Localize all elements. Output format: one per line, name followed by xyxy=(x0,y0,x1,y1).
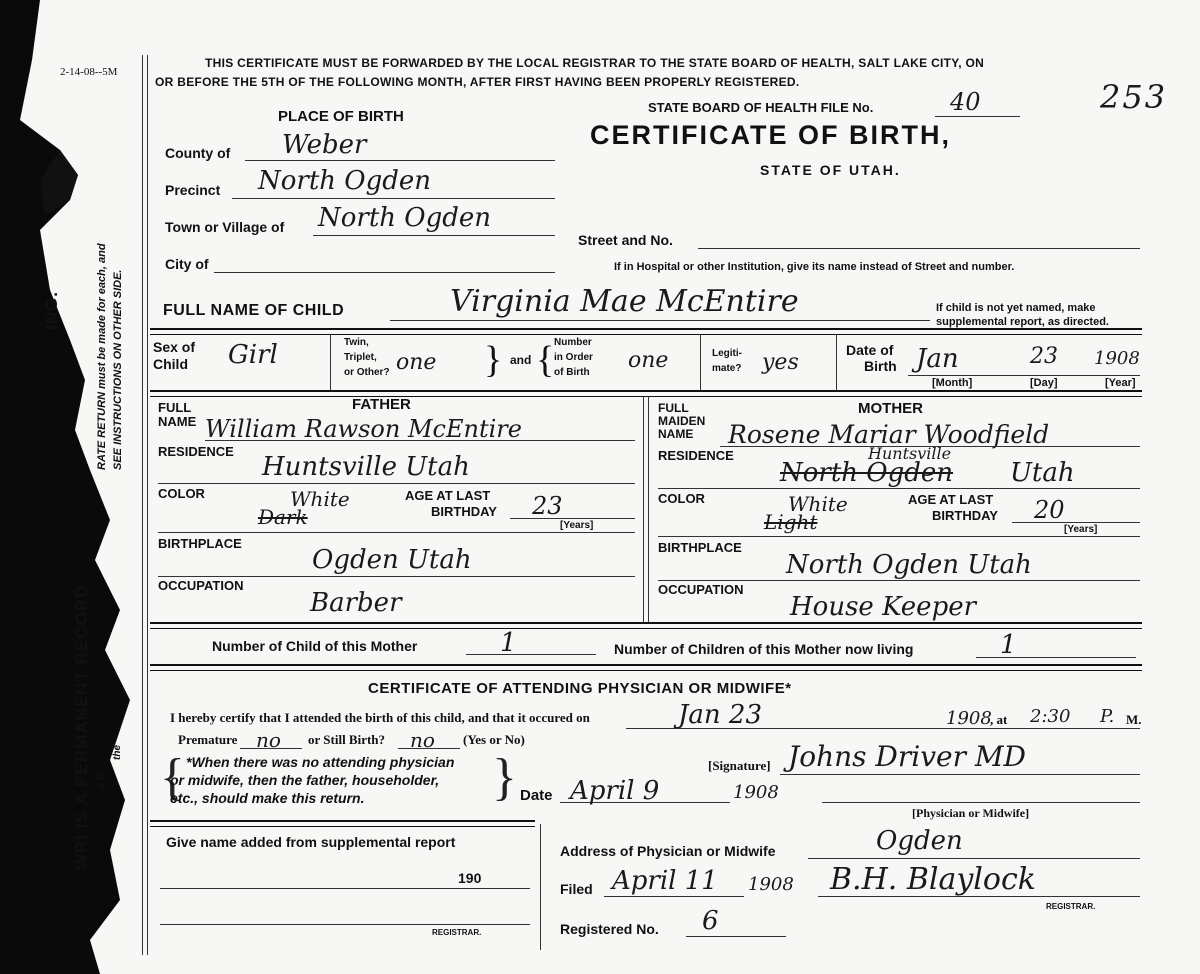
legit-label-2: mate? xyxy=(712,363,742,374)
day-label: [Day] xyxy=(1030,377,1058,389)
m-label: M. xyxy=(1126,712,1142,727)
mother-maiden-label: MAIDEN xyxy=(658,414,706,428)
corner-number: 253 xyxy=(1100,78,1168,116)
legit-value: yes xyxy=(762,350,799,375)
certificate-title: CERTIFICATE OF BIRTH, xyxy=(590,120,951,150)
mother-residence-insert: Huntsville xyxy=(868,444,952,463)
instruction-line-1: THIS CERTIFICATE MUST BE FORWARDED BY THE LOCAL REGISTRAR TO THE STATE BOARD OF HEALTH, SALT LAKE CITY, ON xyxy=(205,56,985,70)
at-label: , at xyxy=(990,712,1008,727)
filed-year: 1908 xyxy=(748,874,794,895)
mother-age-value: 20 xyxy=(1034,496,1065,524)
mother-birthplace-value: North Ogden Utah xyxy=(786,550,1032,580)
order-label-3: of Birth xyxy=(554,367,590,378)
physician-signature: Johns Driver MD xyxy=(788,740,1026,773)
dob-day: 23 xyxy=(1030,344,1058,369)
sex-label-1: Sex of xyxy=(153,339,196,355)
physician-birth-year: 1908 xyxy=(946,708,992,729)
father-occupation-value: Barber xyxy=(310,588,402,618)
supplemental-label: Give name added from supplemental report xyxy=(166,834,456,850)
physician-note-3: etc., should make this return. xyxy=(170,790,365,806)
brace-left: } xyxy=(484,339,503,381)
order-label-1: Number xyxy=(554,337,592,348)
hospital-note: If in Hospital or other Institution, give its name instead of Street and number. xyxy=(614,261,1015,273)
town-value: North Ogden xyxy=(318,203,492,233)
mother-residence-struck: North Ogden xyxy=(780,458,954,488)
father-birthplace-label: BIRTHPLACE xyxy=(158,536,242,551)
name-note-1: If child is not yet named, make xyxy=(936,302,1096,314)
dob-month: Jan xyxy=(916,344,959,374)
stillbirth-label: or Still Birth? xyxy=(308,732,386,747)
registered-label: Registered No. xyxy=(560,921,659,937)
premature-value: no xyxy=(256,728,281,752)
father-age-label-2: BIRTHDAY xyxy=(431,504,497,519)
brace-right: { xyxy=(536,339,555,381)
precinct-label: Precinct xyxy=(165,182,221,198)
street-label: Street and No. xyxy=(578,232,673,248)
and-label: and xyxy=(510,353,532,367)
mother-age-label-2: BIRTHDAY xyxy=(932,508,998,523)
margin-the: the xyxy=(112,745,123,760)
mother-color-struck: Light xyxy=(764,510,818,534)
dob-year: 1908 xyxy=(1094,348,1140,369)
physician-birth-date: Jan 23 xyxy=(678,700,763,730)
note-brace-right: } xyxy=(492,749,517,806)
address-label: Address of Physician or Midwife xyxy=(560,843,776,859)
county-value: Weber xyxy=(282,130,367,160)
town-label: Town or Village of xyxy=(165,219,285,235)
form-code: 2-14-08--5M xyxy=(60,66,118,78)
file-label: STATE BOARD OF HEALTH FILE No. xyxy=(648,100,874,115)
margin-permanent-record: WRI IS A PERMANENT RECORD. xyxy=(72,578,91,870)
county-label: County of xyxy=(165,145,231,161)
margin-nb: N.B. xyxy=(96,770,107,790)
father-birthplace-value: Ogden Utah xyxy=(312,545,472,575)
child-number-label: Number of Child of this Mother xyxy=(212,638,418,654)
month-label: [Month] xyxy=(932,377,973,389)
mother-name-value: Rosene Mariar Woodfield xyxy=(728,420,1050,449)
supplemental-registrar: REGISTRAR. xyxy=(432,928,482,937)
filed-label: Filed xyxy=(560,881,593,897)
father-color-value: White xyxy=(290,487,350,511)
dob-label-1: Date of xyxy=(846,342,894,358)
filing-registrar-label: REGISTRAR. xyxy=(1046,902,1096,911)
physician-date-year: 1908 xyxy=(733,782,779,803)
name-note-2: supplemental report, as directed. xyxy=(936,316,1109,328)
premature-label: Premature xyxy=(178,732,238,747)
physician-date: April 9 xyxy=(570,776,660,806)
physician-heading: CERTIFICATE OF ATTENDING PHYSICIAN OR MIDWIFE* xyxy=(368,680,792,697)
father-occupation-label: OCCUPATION xyxy=(158,578,244,593)
mother-occupation-value: House Keeper xyxy=(790,592,977,622)
father-color-label: COLOR xyxy=(158,486,205,501)
sex-label-2: Child xyxy=(153,356,188,372)
children-living-value: 1 xyxy=(1000,630,1017,660)
twin-value: one xyxy=(396,350,437,375)
dob-label-2: Birth xyxy=(864,358,897,374)
margin-note-2: SEE INSTRUCTIONS ON OTHER SIDE. xyxy=(112,269,124,470)
margin-partial-text: ING. xyxy=(42,291,61,330)
signature-label: [Signature] xyxy=(708,758,771,773)
left-border xyxy=(142,55,143,955)
file-number: 40 xyxy=(950,88,981,116)
legit-label-1: Legiti- xyxy=(712,348,742,359)
place-of-birth-heading: PLACE OF BIRTH xyxy=(278,108,404,125)
left-border-inner xyxy=(147,55,148,955)
yesno-label: (Yes or No) xyxy=(463,732,525,747)
mother-years-label: [Years] xyxy=(1064,524,1098,535)
certificate-subtitle: STATE OF UTAH. xyxy=(760,162,901,178)
mother-color-value: White xyxy=(788,492,848,516)
city-label: City of xyxy=(165,256,209,272)
twin-label-1: Twin, xyxy=(344,337,369,348)
father-name-label: NAME xyxy=(158,414,197,429)
twin-label-3: or Other? xyxy=(344,367,390,378)
mother-heading: MOTHER xyxy=(858,400,923,417)
mother-occupation-label: OCCUPATION xyxy=(658,582,744,597)
registrar-signature: B.H. Blaylock xyxy=(830,862,1036,897)
physician-note-1: *When there was no attending physician xyxy=(186,754,455,770)
mother-full-label: FULL xyxy=(658,401,689,415)
physician-pm: P. xyxy=(1100,706,1115,727)
physician-note-2: or midwife, then the father, householder, xyxy=(170,772,440,788)
margin-note-1: RATE RETURN must be made for each, and xyxy=(96,243,108,470)
child-name-label: FULL NAME OF CHILD xyxy=(163,302,345,319)
date-label: Date xyxy=(520,787,553,804)
order-label-2: in Order xyxy=(554,352,593,363)
physician-role-label: [Physician or Midwife] xyxy=(912,806,1030,820)
child-number-value: 1 xyxy=(500,628,517,658)
father-residence-value: Huntsville Utah xyxy=(262,452,470,482)
father-years-label: [Years] xyxy=(560,520,594,531)
registered-number: 6 xyxy=(702,906,719,936)
mother-age-label-1: AGE AT LAST xyxy=(908,492,994,507)
father-age-label-1: AGE AT LAST xyxy=(405,488,491,503)
note-brace-left: { xyxy=(160,749,185,806)
mother-name-label: NAME xyxy=(658,427,694,441)
father-heading: FATHER xyxy=(352,396,411,413)
supplemental-year: 190 xyxy=(458,870,482,886)
year-label: [Year] xyxy=(1105,377,1136,389)
mother-residence-label: RESIDENCE xyxy=(658,448,734,463)
father-name-value: William Rawson McEntire xyxy=(205,415,522,443)
sex-value: Girl xyxy=(228,340,278,370)
child-name-value: Virginia Mae McEntire xyxy=(450,284,799,319)
order-value: one xyxy=(628,348,669,373)
filed-date: April 11 xyxy=(612,866,718,896)
physician-time: 2:30 xyxy=(1030,706,1071,727)
mother-birthplace-label: BIRTHPLACE xyxy=(658,540,742,555)
certify-text: I hereby certify that I attended the birth of this child, and that it occured on xyxy=(170,710,590,725)
stillbirth-value: no xyxy=(410,728,435,752)
father-color-struck: Dark xyxy=(258,505,308,529)
mother-residence-state: Utah xyxy=(1010,458,1075,488)
mother-color-label: COLOR xyxy=(658,491,705,506)
father-age-value: 23 xyxy=(532,492,563,520)
father-residence-label: RESIDENCE xyxy=(158,444,234,459)
children-living-label: Number of Children of this Mother now living xyxy=(614,641,914,657)
instruction-line-2: OR BEFORE THE 5TH OF THE FOLLOWING MONTH, AFTER FIRST HAVING BEEN PROPERLY REGISTERED. xyxy=(155,75,800,89)
father-full-label: FULL xyxy=(158,400,192,415)
physician-address: Ogden xyxy=(876,826,963,856)
precinct-value: North Ogden xyxy=(258,166,432,196)
twin-label-2: Triplet, xyxy=(344,352,377,363)
